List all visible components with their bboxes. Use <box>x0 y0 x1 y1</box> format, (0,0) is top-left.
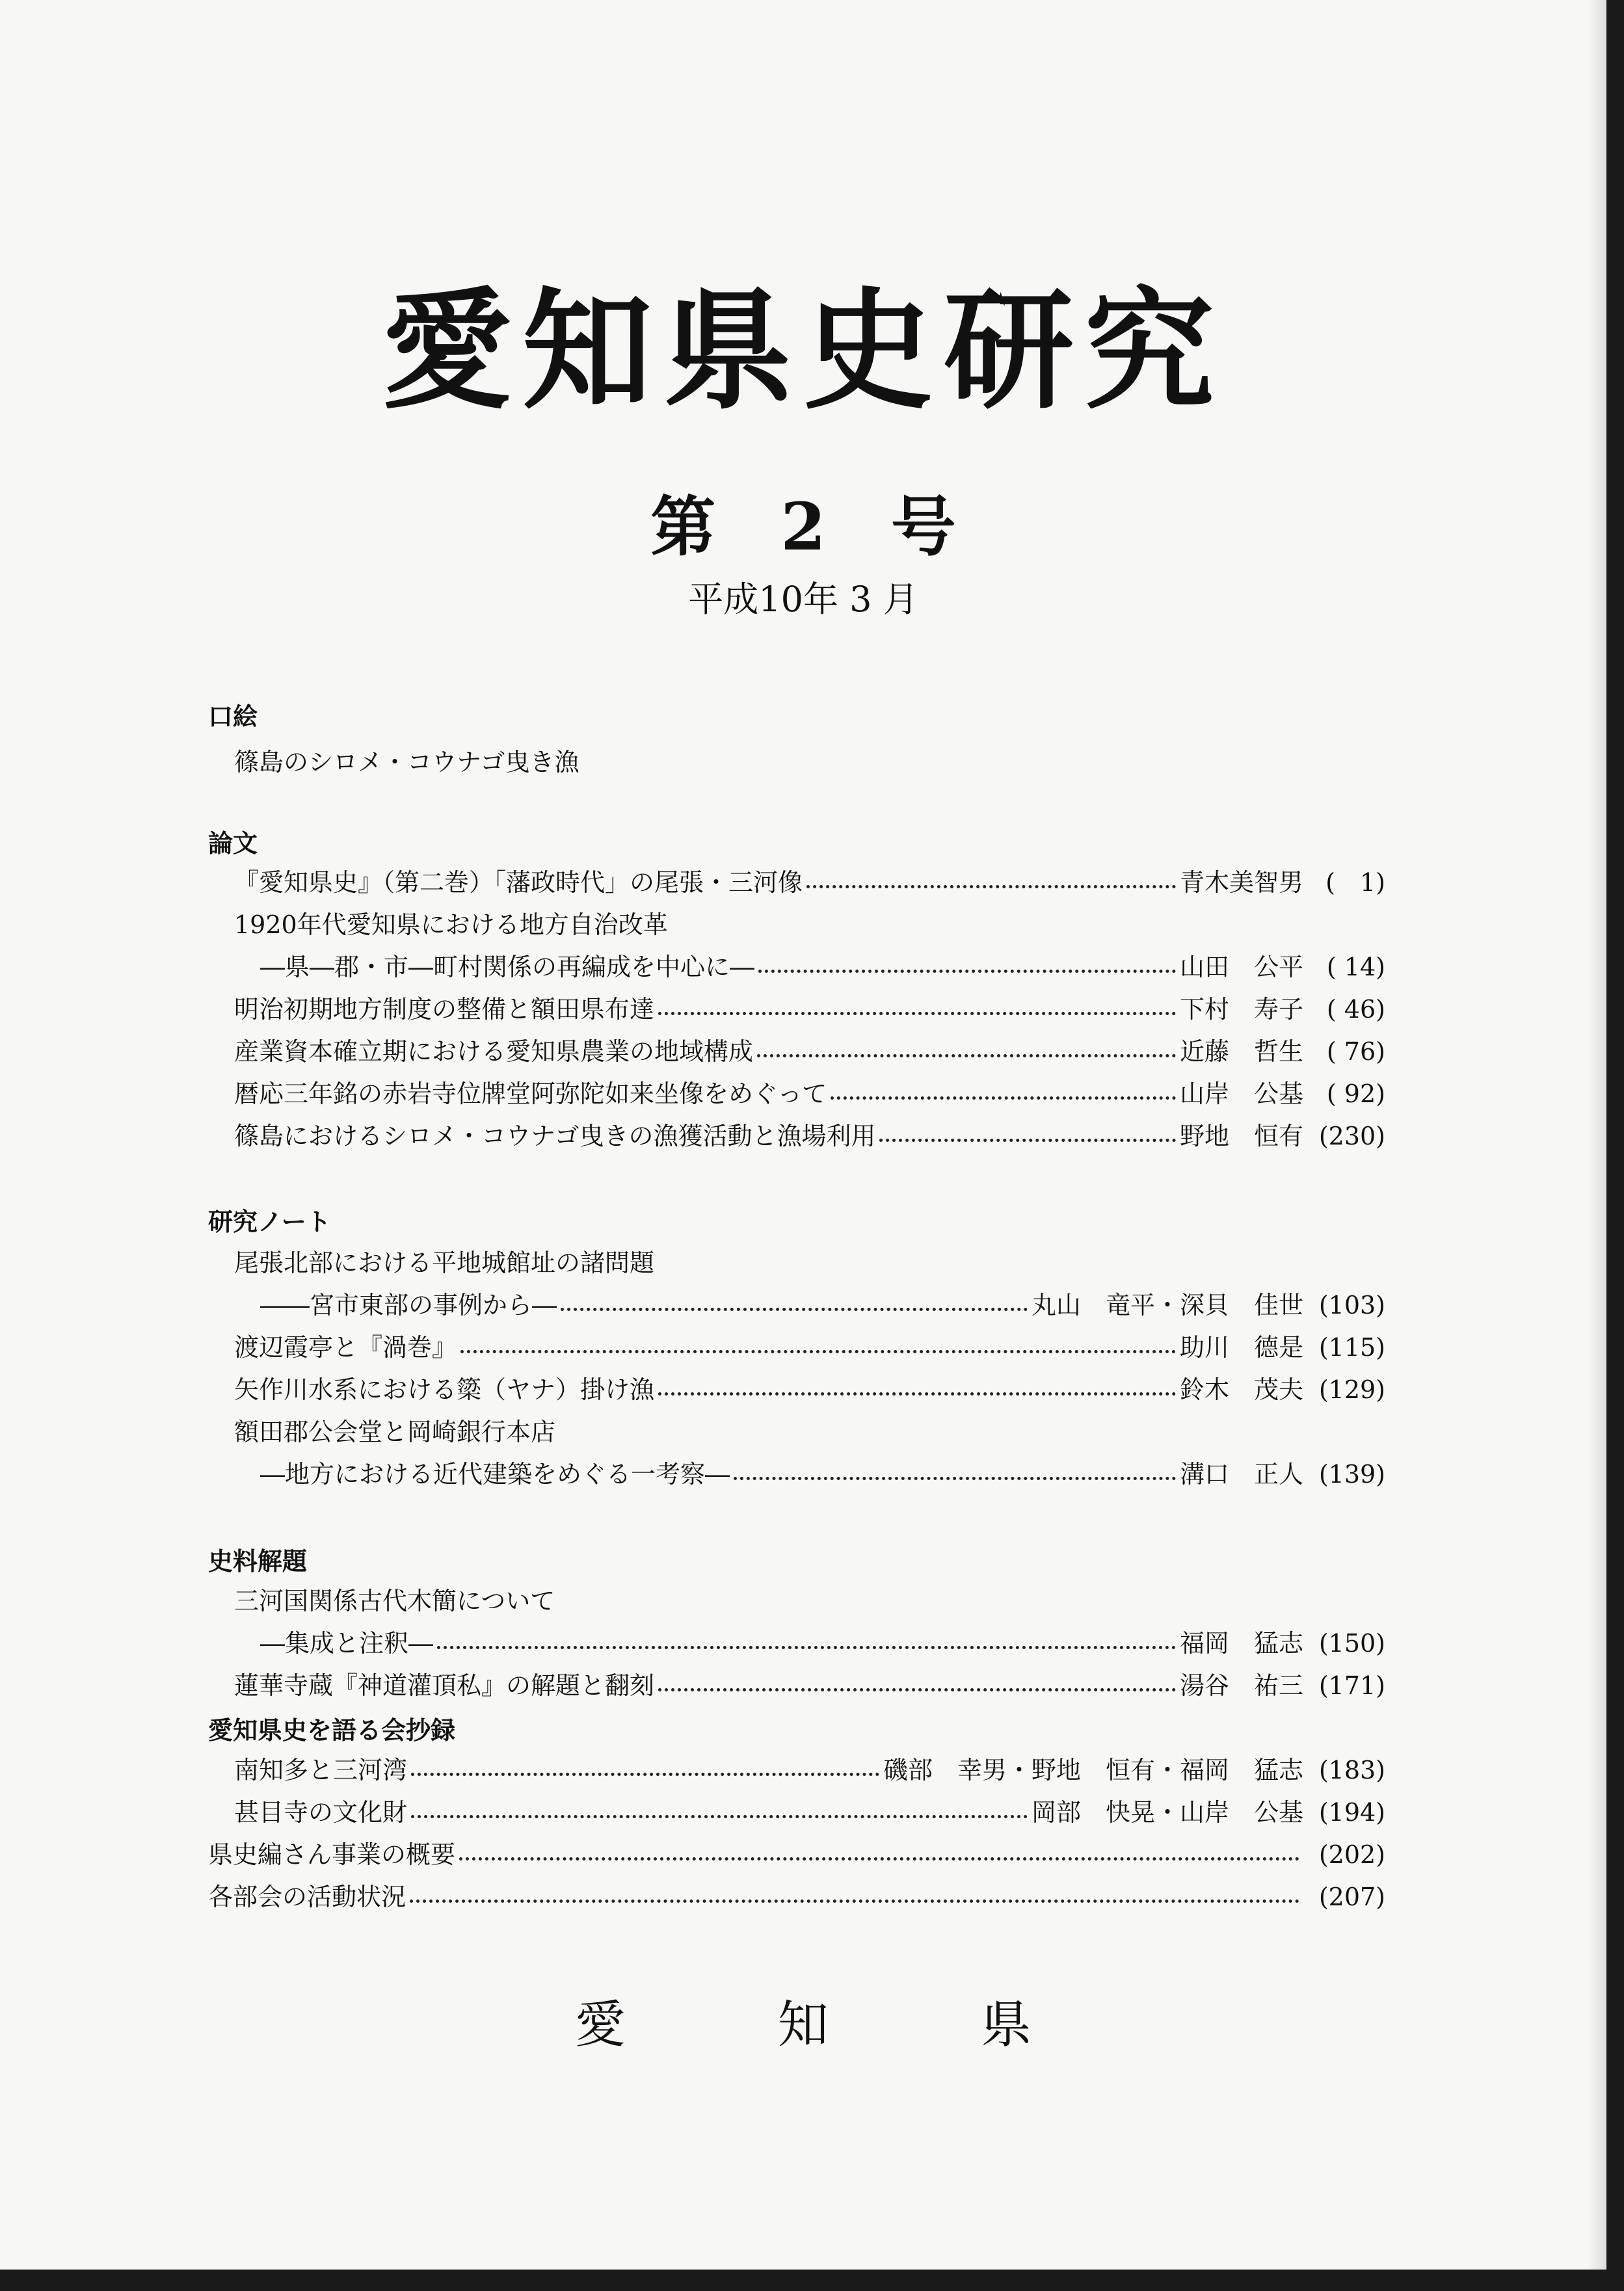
toc-entry <box>234 1120 1385 1152</box>
leader-dots <box>411 1773 879 1776</box>
toc-entry <box>260 1289 1385 1321</box>
leader-dots <box>437 1646 1176 1649</box>
entry-title: 各部会の活動状況 <box>208 1883 406 1911</box>
leader-dots <box>460 1350 1176 1353</box>
leader-dots <box>658 1012 1176 1015</box>
entry-title: 矢作川水系における簗（ヤナ）掛け漁 <box>234 1375 655 1404</box>
toc-entry <box>234 746 1385 778</box>
entry-title: 渡辺霞亭と『渦巻』 <box>234 1333 457 1362</box>
section-heading-kataru: 愛知県史を語る会抄録 <box>208 1715 456 1745</box>
toc-entry <box>208 1881 1385 1913</box>
entry-author: 鈴木 茂夫 <box>1179 1375 1303 1404</box>
toc-entry <box>260 1458 1385 1490</box>
entry-page: (207) <box>1318 1883 1385 1911</box>
leader-dots <box>806 885 1176 888</box>
leader-dots <box>410 1900 1299 1903</box>
toc-entry <box>260 951 1385 983</box>
toc-entry <box>234 1373 1385 1406</box>
entry-page: (202) <box>1318 1840 1385 1869</box>
entry-title: 篠島におけるシロメ・コウナゴ曳きの漁獲活動と漁場利用 <box>234 1122 876 1150</box>
entry-page: (194) <box>1318 1798 1385 1827</box>
scan-border-right <box>1606 0 1624 2291</box>
entry-page: (139) <box>1318 1460 1385 1489</box>
entry-author: 助川 德是 <box>1179 1333 1303 1362</box>
entry-title: 額田郡公会堂と岡崎銀行本店 <box>234 1418 556 1446</box>
publication-date: 平成10年 3 月 <box>688 579 918 620</box>
entry-title: 篠島のシロメ・コウナゴ曳き漁 <box>234 748 579 776</box>
leader-dots <box>757 1054 1176 1057</box>
leader-dots <box>411 1815 1028 1818</box>
section-heading-kuchie: 口絵 <box>208 702 258 731</box>
toc-entry <box>234 1796 1385 1829</box>
toc-entry <box>234 866 1385 899</box>
entry-page: (103) <box>1318 1291 1385 1319</box>
journal-title: 愛知県史研究 <box>381 274 1225 427</box>
entry-title: 三河国関係古代木簡について <box>234 1587 555 1615</box>
entry-title: 尾張北部における平地城館址の諸問題 <box>234 1249 655 1277</box>
entry-author: 野地 恒有 <box>1179 1122 1303 1150</box>
entry-subtitle: ――宮市東部の事例から― <box>260 1291 557 1319</box>
toc-entry <box>234 908 1385 941</box>
entry-subtitle: ―地方における近代建築をめぐる一考察― <box>260 1460 730 1489</box>
section-heading-ronbun: 論文 <box>208 828 258 858</box>
page-edge-shadow <box>1587 0 1606 2291</box>
entry-title: 暦応三年銘の赤岩寺位牌堂阿弥陀如来坐像をめぐって <box>234 1079 827 1108</box>
toc-entry <box>234 1585 1385 1617</box>
toc-entry <box>234 1078 1385 1110</box>
entry-page: ( 76) <box>1326 1037 1385 1066</box>
entry-author: 丸山 竜平・深貝 佳世 <box>1031 1291 1303 1319</box>
entry-title: 県史編さん事業の概要 <box>208 1840 456 1869</box>
entry-page: ( 14) <box>1326 953 1385 981</box>
leader-dots <box>831 1096 1176 1100</box>
entry-title: 南知多と三河湾 <box>234 1756 408 1784</box>
entry-page: ( 92) <box>1326 1079 1385 1108</box>
toc-entry <box>234 993 1385 1026</box>
entry-page: ( 1) <box>1325 868 1385 897</box>
entry-title: 産業資本確立期における愛知県農業の地域構成 <box>234 1037 754 1066</box>
toc-entry <box>234 1669 1385 1702</box>
entry-author: 青木美智男 <box>1179 868 1303 897</box>
leader-dots <box>734 1477 1176 1480</box>
issue-number: 第 2 号 <box>650 488 956 565</box>
entry-author: 近藤 哲生 <box>1179 1037 1303 1066</box>
leader-dots <box>879 1139 1176 1142</box>
entry-author: 山岸 公基 <box>1179 1079 1303 1108</box>
entry-page: (230) <box>1318 1122 1385 1150</box>
entry-title: 1920年代愛知県における地方自治改革 <box>234 910 668 939</box>
publisher: 愛 知 県 <box>574 1996 1032 2054</box>
entry-author: 福岡 猛志 <box>1179 1629 1303 1658</box>
toc-entry <box>234 1247 1385 1279</box>
toc-entry <box>234 1416 1385 1448</box>
entry-page: (129) <box>1318 1375 1385 1404</box>
toc-entry <box>260 1627 1385 1660</box>
entry-author: 磯部 幸男・野地 恒有・福岡 猛志 <box>883 1756 1303 1784</box>
entry-author: 山田 公平 <box>1179 953 1303 981</box>
entry-author: 下村 寿子 <box>1179 995 1303 1024</box>
leader-dots <box>459 1857 1299 1861</box>
leader-dots <box>758 970 1176 973</box>
entry-author: 岡部 快晃・山岸 公基 <box>1031 1798 1303 1827</box>
entry-page: (171) <box>1318 1671 1385 1700</box>
entry-page: (150) <box>1318 1629 1385 1658</box>
entry-page: ( 46) <box>1326 995 1385 1024</box>
entry-author: 溝口 正人 <box>1179 1460 1303 1489</box>
entry-subtitle: ―集成と注釈― <box>260 1629 434 1658</box>
toc-entry <box>234 1754 1385 1786</box>
leader-dots <box>658 1392 1176 1396</box>
toc-entry <box>208 1838 1385 1871</box>
entry-subtitle: ―県―郡・市―町村関係の再編成を中心に― <box>260 953 755 981</box>
leader-dots <box>658 1688 1176 1691</box>
entry-author: 湯谷 祐三 <box>1179 1671 1303 1700</box>
leader-dots <box>561 1308 1028 1311</box>
entry-page: (115) <box>1318 1333 1385 1362</box>
entry-title: 甚目寺の文化財 <box>234 1798 408 1827</box>
toc-entry <box>234 1035 1385 1068</box>
entry-page: (183) <box>1318 1756 1385 1784</box>
entry-title: 明治初期地方制度の整備と額田県布達 <box>234 995 655 1024</box>
scan-border-bottom <box>0 2270 1606 2291</box>
toc-entry <box>234 1331 1385 1364</box>
section-heading-shiryo: 史料解題 <box>208 1546 308 1576</box>
entry-title: 『愛知県史』（第二巻）「藩政時代」の尾張・三河像 <box>234 868 803 897</box>
entry-title: 蓮華寺蔵『神道灌頂私』の解題と翻刻 <box>234 1671 655 1700</box>
section-heading-kenkyu: 研究ノート <box>208 1207 331 1236</box>
